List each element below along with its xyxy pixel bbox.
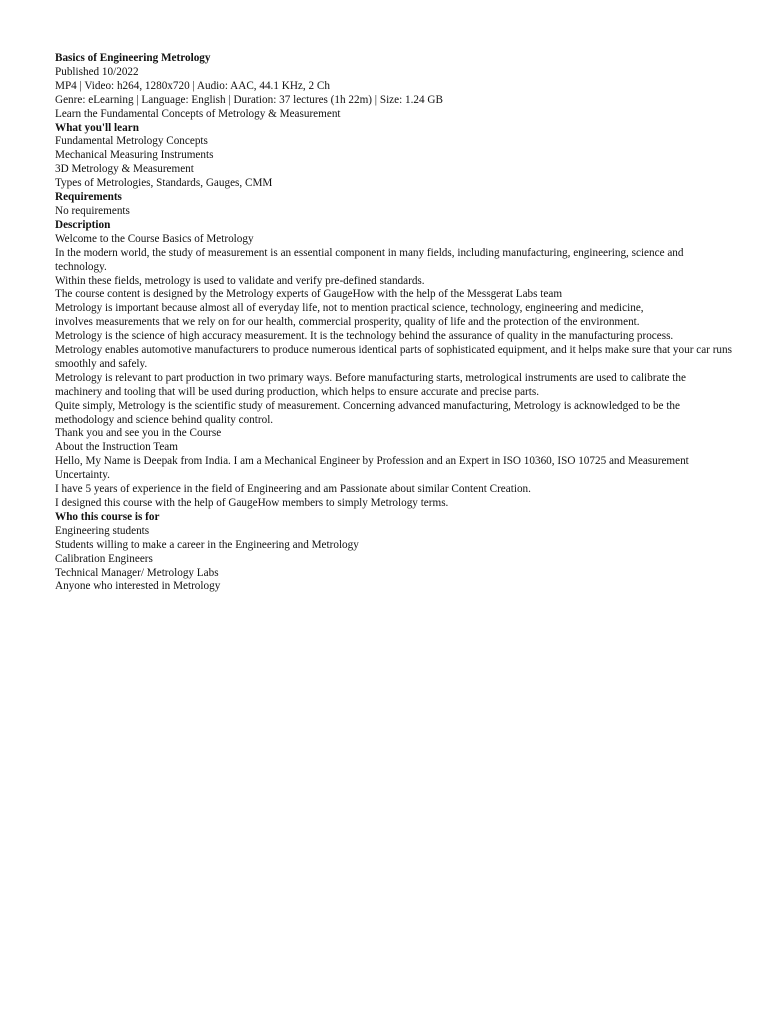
description-paragraph: Quite simply, Metrology is the scientific study of measurement. Concerning advanced manufacturing, Metrology is acknowledged to be the methodology and science behind quality control. <box>55 399 680 426</box>
audience-item: Calibration Engineers <box>55 552 153 565</box>
learn-item: 3D Metrology & Measurement <box>55 163 194 176</box>
description-paragraph: In the modern world, the study of measurement is an essential component in many fields, including manufacturing, engineering, science and technology. <box>55 246 684 273</box>
description-paragraph: Metrology is important because almost all of everyday life, not to mention practical science, technology, engineering and medicine, <box>55 302 644 315</box>
audience-heading: Who this course is for <box>55 510 160 523</box>
description-paragraph: Thank you and see you in the Course <box>55 427 222 440</box>
document-title: Basics of Engineering Metrology <box>55 52 211 64</box>
requirements-heading: Requirements <box>55 191 122 204</box>
document-page <box>55 52 735 594</box>
learn-item: Fundamental Metrology Concepts <box>55 135 208 148</box>
description-paragraph: involves measurements that we rely on for our health, commercial prosperity, quality of life and the protection of the environment. <box>55 316 640 329</box>
learn-heading: What you'll learn <box>55 121 139 134</box>
learn-item: Types of Metrologies, Standards, Gauges, CMM <box>55 177 273 190</box>
audience-item: Engineering students <box>55 524 150 537</box>
audience-item: Anyone who interested in Metrology <box>55 580 221 593</box>
media-format-info: MP4 | Video: h264, 1280x720 | Audio: AAC, 44.1 KHz, 2 Ch <box>55 79 330 92</box>
learn-item: Mechanical Measuring Instruments <box>55 149 214 162</box>
genre-info: Genre: eLearning | Language: English | Duration: 37 lectures (1h 22m) | Size: 1.24 GB <box>55 93 443 106</box>
description-paragraph: Within these fields, metrology is used to validate and verify pre-defined standards. <box>55 274 425 287</box>
description-paragraph: Hello, My Name is Deepak from India. I am a Mechanical Engineer by Profession and an Expert in ISO 10360, ISO 10725 and Measurement Uncertainty. <box>55 455 689 482</box>
audience-item: Students willing to make a career in the Engineering and Metrology <box>55 538 359 551</box>
description-paragraph: Metrology is the science of high accuracy measurement. It is the technology behind the assurance of quality in the manufacturing process. <box>55 330 674 343</box>
description-paragraph: Welcome to the Course Basics of Metrology <box>55 232 254 245</box>
description-paragraph: I designed this course with the help of GaugeHow members to simply Metrology terms. <box>55 497 449 509</box>
requirement-item: No requirements <box>55 204 130 217</box>
audience-item: Technical Manager/ Metrology Labs <box>55 566 219 579</box>
description-paragraph: The course content is designed by the Metrology experts of GaugeHow with the help of the Messgerat Labs team <box>55 288 563 301</box>
description-paragraph: Metrology enables automotive manufacturers to produce numerous identical parts of sophisticated equipment, and it helps make sure that your car runs smoothly and safely. <box>55 344 732 370</box>
description-paragraph: About the Instruction Team <box>55 441 178 454</box>
description-paragraph: I have 5 years of experience in the field of Engineering and am Passionate about similar Content Creation. <box>55 483 531 496</box>
description-paragraph: Metrology is relevant to part production in two primary ways. Before manufacturing starts, metrological instruments are used to calibrate the machinery and tooling that will be used during production, which helps to ensure accurate and precise parts. <box>55 371 686 398</box>
course-tagline: Learn the Fundamental Concepts of Metrology & Measurement <box>55 107 341 120</box>
published-date: Published 10/2022 <box>55 65 139 78</box>
description-heading: Description <box>55 218 111 231</box>
